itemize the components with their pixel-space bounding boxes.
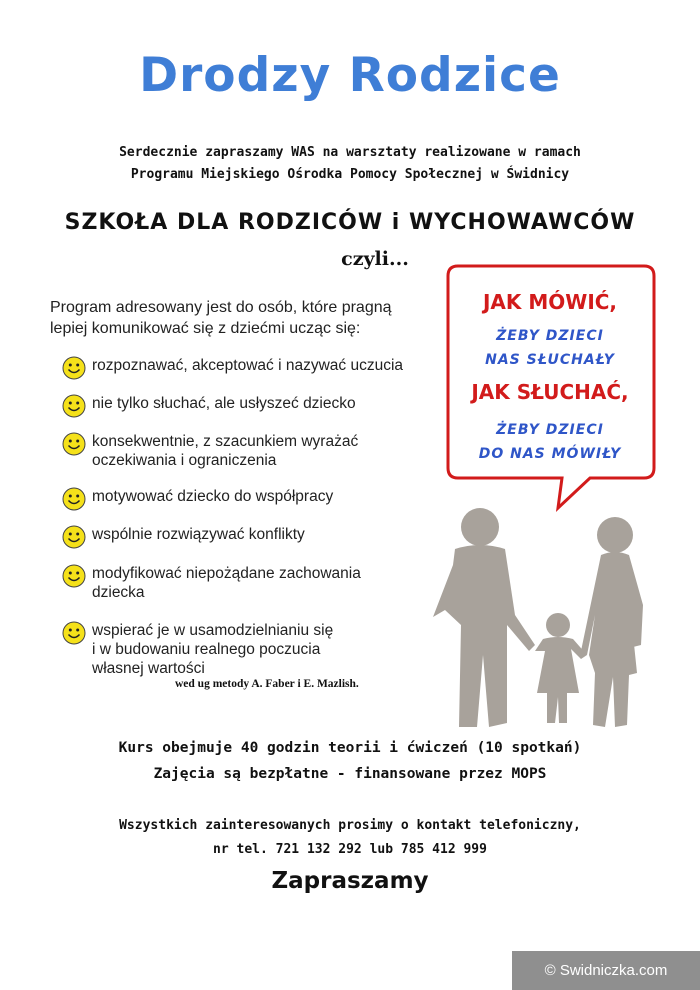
list-item-text <box>92 525 452 544</box>
list-item-line: konsekwentnie, z szacunkiem wyrażać <box>92 433 359 450</box>
invitation-text <box>40 142 660 186</box>
closing-text: Zapraszamy <box>271 868 429 894</box>
school-heading: SZKOŁA DLA RODZICÓW i WYCHOWAWCÓW <box>64 210 636 235</box>
list-item-text <box>92 487 452 506</box>
phone-info: nr tel. 721 132 292 lub 785 412 999 <box>213 842 487 857</box>
list-item-line: modyfikować niepożądane zachowania <box>92 565 361 582</box>
intro-line-1: Program adresowany jest do osób, które pragną <box>50 299 392 316</box>
smiley-icon <box>62 564 86 588</box>
list-item-line: i w budowaniu realnego poczucia <box>92 641 321 658</box>
smiley-icon <box>62 525 86 549</box>
free-info: Zajęcia są bezpłatne - finansowane przez MOPS <box>153 766 547 782</box>
contact-info: Wszystkich zainteresowanych prosimy o kontakt telefoniczny, <box>119 818 581 833</box>
smiley-icon <box>62 394 86 418</box>
list-item-line: rozpoznawać, akceptować i nazywać uczucia <box>92 357 404 374</box>
bubble-line-6: DO NAS MÓWIŁY <box>478 446 622 462</box>
family-silhouette <box>415 505 655 733</box>
bubble-line-5: ŻEBY DZIECI <box>496 422 604 438</box>
method-credit: wed ug metody A. Faber i E. Mazlish. <box>175 678 359 690</box>
czyli-text: czyli... <box>341 248 409 270</box>
list-item-line: motywować dziecko do współpracy <box>92 488 334 505</box>
bubble-line-2: ŻEBY DZIECI <box>496 328 604 344</box>
bubble-line-3: NAS SŁUCHAŁY <box>485 352 615 368</box>
list-item-line: oczekiwania i ograniczenia <box>92 452 277 469</box>
intro-line-2: lepiej komunikować się z dziećmi ucząc się: <box>50 320 361 337</box>
course-info: Kurs obejmuje 40 godzin teorii i ćwiczeń (10 spotkań) <box>118 740 582 756</box>
list-item-line: wspólnie rozwiązywać konflikty <box>92 526 305 543</box>
poster-title: Drodzy Rodzice <box>139 48 561 103</box>
list-item-text <box>92 356 452 375</box>
smiley-icon <box>62 432 86 456</box>
list-item-line: nie tylko słuchać, ale usłyszeć dziecko <box>92 395 356 412</box>
list-item-line: dziecka <box>92 584 145 601</box>
list-item-line: własnej wartości <box>92 660 205 677</box>
list-item-text <box>92 621 452 678</box>
list-item-text <box>92 432 452 470</box>
invitation-line-2: Programu Miejskiego Ośrodka Pomocy Społecznej w Świdnicy <box>130 167 570 182</box>
smiley-icon <box>62 621 86 645</box>
watermark: © Swidniczka.com <box>512 951 700 990</box>
bubble-line-1: JAK MÓWIĆ, <box>482 290 618 314</box>
bubble-line-4: JAK SŁUCHAĆ, <box>471 380 629 404</box>
smiley-icon <box>62 487 86 511</box>
list-item-text <box>92 394 452 413</box>
invitation-line-1: Serdecznie zapraszamy WAS na warsztaty realizowane w ramach <box>119 145 581 160</box>
program-intro <box>50 297 450 339</box>
list-item-text <box>92 564 452 602</box>
smiley-icon <box>62 356 86 380</box>
list-item-line: wspierać je w usamodzielnianiu się <box>92 622 334 639</box>
